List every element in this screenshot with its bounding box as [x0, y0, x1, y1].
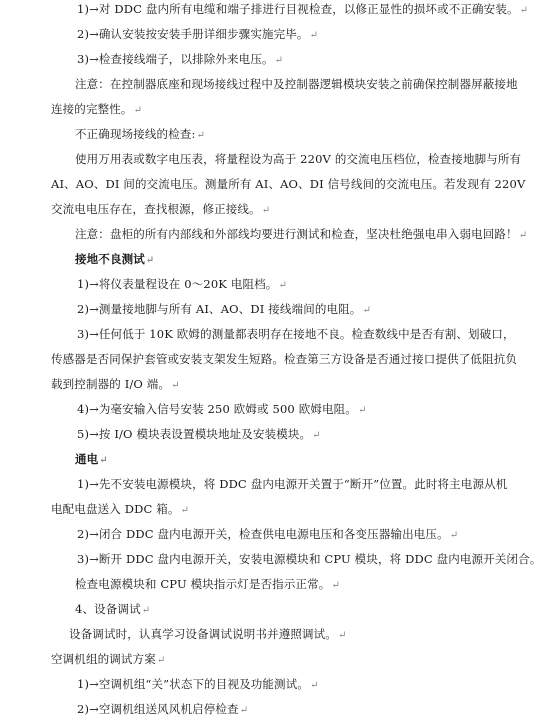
- paragraph-mark-icon: ↵: [261, 205, 271, 216]
- text-line: [77, 702, 553, 718]
- paragraph-mark-icon: ↵: [156, 655, 166, 666]
- paragraph-mark-icon: ↵: [337, 630, 347, 641]
- text-line: [77, 427, 553, 443]
- line-text: 2)→空调机组送风风机启停检查: [77, 702, 239, 716]
- line-text: 1)→对 DDC 盘内所有电缆和端子排进行目视检查，以修正显性的损坏或不正确安装。: [77, 2, 519, 16]
- line-text: 1)→先不安装电源模块，将 DDC 盘内电源开关置于“断开”位置。此时将主电源从机: [77, 477, 508, 491]
- text-line: [51, 352, 553, 366]
- line-text: 连接的完整性。: [51, 102, 133, 116]
- line-text: 2)→确认安装按安装手册详细步骤实施完毕。: [77, 27, 309, 41]
- paragraph-mark-icon: ↵: [357, 405, 367, 416]
- text-line: [75, 227, 553, 243]
- line-text: 使用万用表或数字电压表，将量程设为高于 220V 的交流电压档位，检查接地脚与所有: [75, 152, 522, 166]
- text-line: [77, 52, 553, 68]
- line-text: 2)→测量接地脚与所有 AI、AO、DI 接线端间的电阻。: [77, 302, 362, 316]
- text-line: [75, 77, 553, 91]
- line-text: 交流电电压存在，查找根源，修正接线。: [51, 202, 261, 216]
- text-line: [75, 152, 553, 166]
- paragraph-mark-icon: ↵: [133, 105, 143, 116]
- paragraph-mark-icon: ↵: [141, 605, 151, 616]
- text-line: [77, 477, 553, 491]
- text-line: [51, 377, 553, 393]
- paragraph-mark-icon: ↵: [312, 430, 321, 441]
- line-text: 5)→按 I/O 模块表设置模块地址及安装模块。: [77, 427, 312, 441]
- paragraph-mark-icon: ↵: [518, 230, 528, 241]
- line-text: 电配电盘送入 DDC 箱。: [51, 502, 180, 516]
- text-line: [77, 302, 553, 318]
- line-text: 2)→闭合 DDC 盘内电源开关，检查供电电源电压和各变压器输出电压。: [77, 527, 449, 541]
- line-text: 载到控制器的 I/O 端。: [51, 377, 171, 391]
- paragraph-mark-icon: ↵: [239, 705, 249, 716]
- text-line: [51, 102, 553, 118]
- text-line: [75, 252, 553, 268]
- paragraph-mark-icon: ↵: [278, 280, 287, 291]
- text-line: [75, 602, 553, 618]
- line-text: 4、设备调试: [75, 602, 141, 616]
- paragraph-mark-icon: ↵: [274, 55, 284, 66]
- paragraph-mark-icon: ↵: [180, 505, 190, 516]
- text-line: [77, 327, 553, 341]
- text-line: [77, 27, 553, 43]
- text-line: [77, 552, 553, 566]
- paragraph-mark-icon: ↵: [310, 680, 319, 691]
- line-text: 3)→任何低于 10K 欧姆的测量都表明存在接地不良。检查数线中是否有割、划破口，: [77, 327, 515, 341]
- text-line: [51, 652, 553, 668]
- text-line: [77, 677, 553, 693]
- text-line: [69, 627, 553, 643]
- line-text: 1)→将仪表量程设在 0～20K 电阻档。: [77, 277, 278, 291]
- line-text: 4)→为毫安输入信号安装 250 欧姆或 500 欧姆电阻。: [77, 402, 357, 416]
- line-text: 1)→空调机组“关”状态下的目视及功能测试。: [77, 677, 309, 691]
- line-text: 传感器是否同保护套管或安装支架发生短路。检查第三方设备是否通过接口提供了低阻抗负: [51, 352, 517, 366]
- text-line: [77, 277, 553, 293]
- line-text: 不正确现场接线的检查:: [75, 127, 196, 141]
- line-text: 通电: [75, 452, 99, 466]
- text-line: [75, 452, 553, 468]
- text-line: [77, 402, 553, 418]
- paragraph-mark-icon: ↵: [196, 130, 206, 141]
- text-line: [75, 577, 553, 593]
- line-text: 注意：盘柜的所有内部线和外部线均要进行测试和检查，坚决杜绝强电串入弱电回路！: [75, 227, 518, 241]
- line-text: 接地不良测试: [75, 252, 145, 266]
- paragraph-mark-icon: ↵: [331, 580, 340, 591]
- line-text: 设备调试时，认真学习设备调试说明书并遵照调试。: [69, 627, 337, 641]
- line-text: 注意：在控制器底座和现场接线过程中及控制器逻辑模块安装之前确保控制器屏蔽接地: [75, 77, 518, 91]
- text-line: [51, 177, 553, 191]
- line-text: 检查电源模块和 CPU 模块指示灯是否指示正常。: [75, 577, 331, 591]
- text-line: [51, 502, 553, 518]
- text-line: [77, 2, 553, 18]
- paragraph-mark-icon: ↵: [145, 255, 155, 266]
- text-line: [75, 127, 553, 143]
- paragraph-mark-icon: ↵: [362, 305, 371, 316]
- paragraph-mark-icon: ↵: [99, 455, 108, 466]
- line-text: 空调机组的调试方案: [51, 652, 156, 666]
- text-line: [77, 527, 553, 543]
- line-text: AI、AO、DI 间的交流电压。测量所有 AI、AO、DI 信号线间的交流电压。若发现有 220V: [51, 177, 526, 191]
- line-text: 3)→检查接线端子，以排除外来电压。: [77, 52, 274, 66]
- text-line: [51, 202, 553, 218]
- paragraph-mark-icon: ↵: [171, 380, 180, 391]
- paragraph-mark-icon: ↵: [519, 5, 529, 16]
- paragraph-mark-icon: ↵: [309, 30, 319, 41]
- line-text: 3)→断开 DDC 盘内电源开关，安装电源模块和 CPU 模块，将 DDC 盘内电源开关闭合。: [77, 552, 542, 566]
- paragraph-mark-icon: ↵: [449, 530, 459, 541]
